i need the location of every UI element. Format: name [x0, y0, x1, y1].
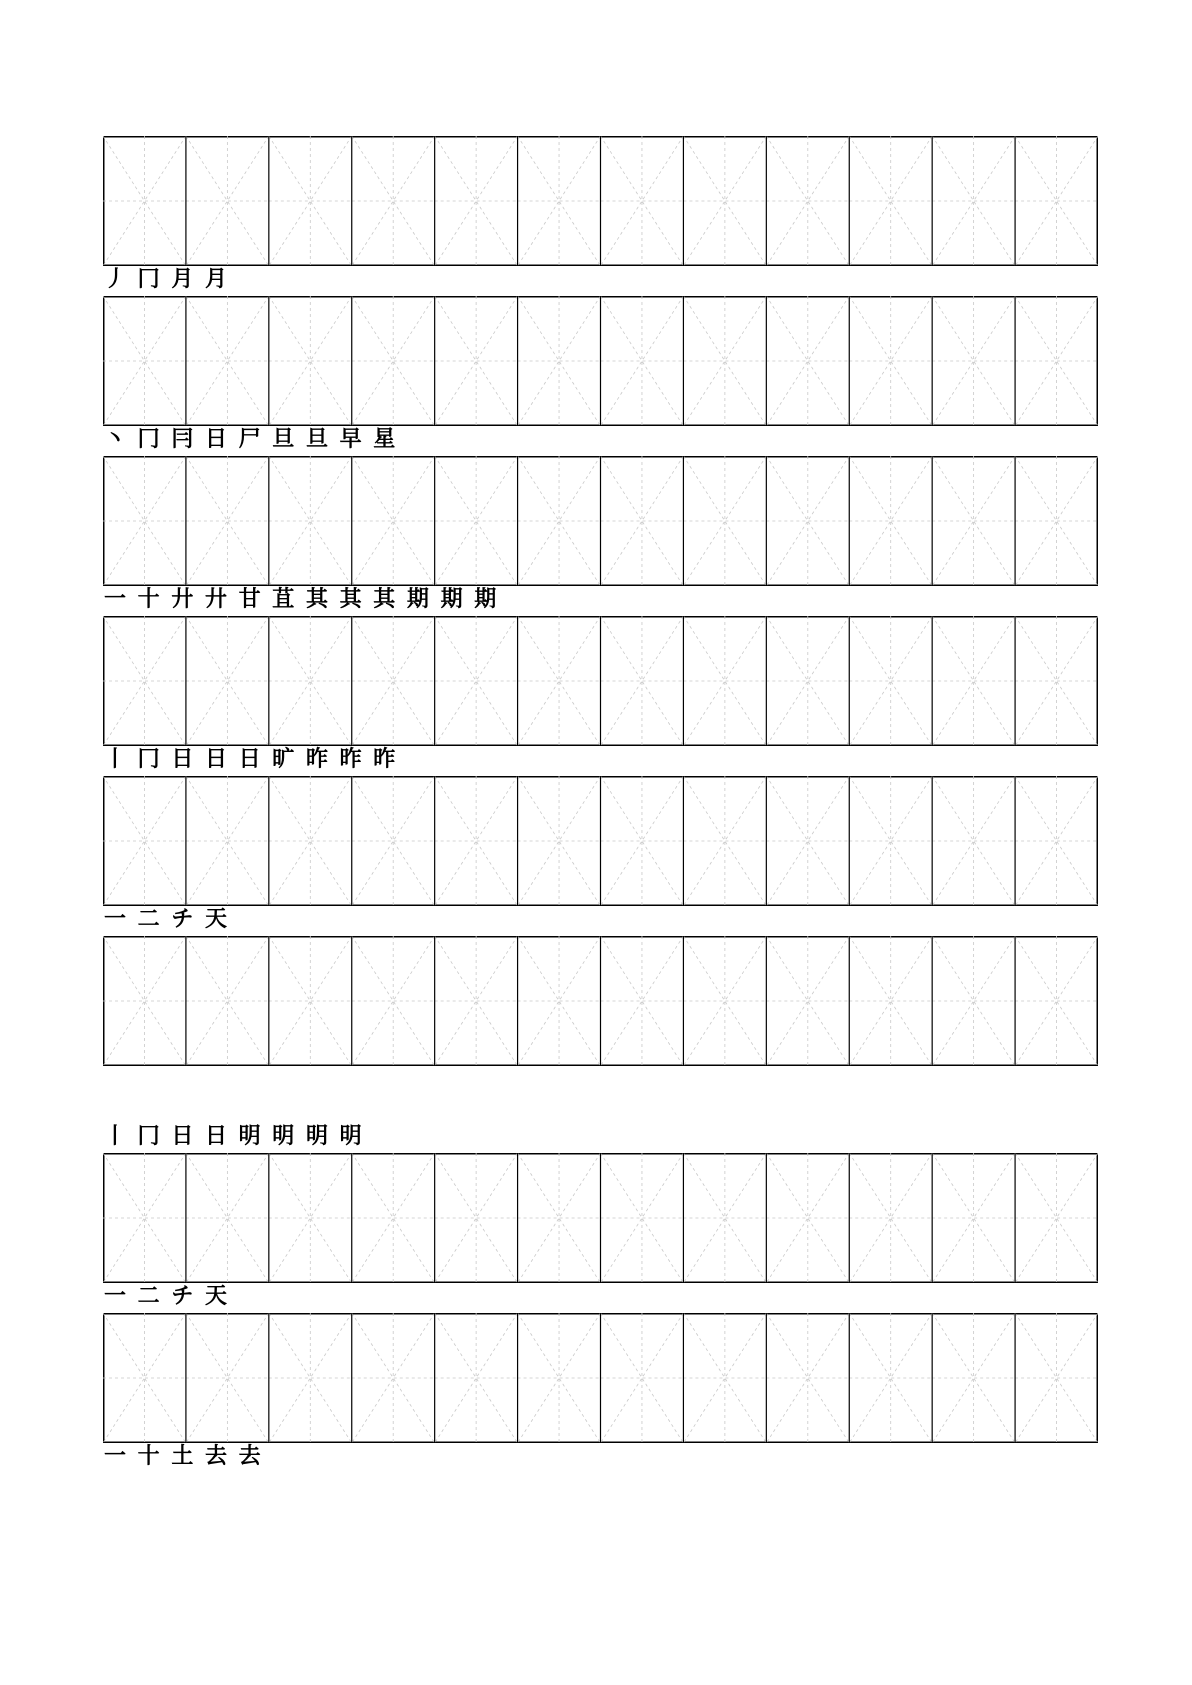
practice-cell [932, 776, 1015, 906]
grid-svg [103, 456, 1098, 586]
grid-svg [103, 936, 1098, 1066]
practice-cell [683, 936, 766, 1066]
practice-cell [186, 936, 269, 1066]
practice-cell [186, 1153, 269, 1283]
practice-cell [849, 456, 932, 586]
practice-cell [352, 296, 435, 426]
practice-cell [103, 136, 186, 266]
stroke-order-label-6: 丨 冂 日 日 明 明 明 明 [104, 1123, 364, 1149]
practice-cell [269, 616, 352, 746]
stroke-order-label-3: 一 十 廾 廾 甘 苴 其 其 其 期 期 期 [104, 586, 499, 612]
practice-cell [269, 776, 352, 906]
practice-cell [601, 616, 684, 746]
practice-cell [103, 616, 186, 746]
grid-svg [103, 1313, 1098, 1443]
practice-cell [518, 616, 601, 746]
grid-svg [103, 136, 1098, 266]
practice-cell [849, 136, 932, 266]
stroke-order-label-7: 一 二 チ 天 [104, 1283, 229, 1309]
practice-cell [518, 296, 601, 426]
practice-grid-row-3 [103, 456, 1098, 586]
practice-cell [766, 1153, 849, 1283]
practice-cell [766, 616, 849, 746]
grid-svg [103, 776, 1098, 906]
practice-cell [932, 456, 1015, 586]
practice-cell [269, 1313, 352, 1443]
practice-cell [601, 136, 684, 266]
stroke-order-label-8: 一 十 土 去 去 [104, 1443, 263, 1469]
stroke-order-label-2: 丶 冂 冃 日 尸 旦 旦 早 星 [104, 426, 398, 452]
practice-cell [186, 136, 269, 266]
practice-grid-row-4 [103, 616, 1098, 746]
practice-cell [683, 776, 766, 906]
practice-cell [601, 1153, 684, 1283]
practice-cell [186, 296, 269, 426]
practice-cell [518, 776, 601, 906]
grid-svg [103, 296, 1098, 426]
practice-cell [352, 456, 435, 586]
practice-cell [352, 1313, 435, 1443]
practice-cell [601, 1313, 684, 1443]
practice-cell [518, 456, 601, 586]
practice-cell [1015, 456, 1098, 586]
practice-cell [1015, 776, 1098, 906]
practice-cell [103, 936, 186, 1066]
practice-cell [849, 296, 932, 426]
grid-svg [103, 1153, 1098, 1283]
practice-grid-row-8 [103, 1313, 1098, 1443]
practice-cell [518, 1313, 601, 1443]
practice-cell [766, 456, 849, 586]
practice-grid-row-6 [103, 936, 1098, 1066]
practice-cell [435, 1153, 518, 1283]
practice-cell [518, 136, 601, 266]
practice-cell [186, 456, 269, 586]
practice-grid-row-2 [103, 296, 1098, 426]
practice-cell [766, 1313, 849, 1443]
practice-cell [766, 136, 849, 266]
practice-cell [849, 1313, 932, 1443]
practice-cell [103, 1313, 186, 1443]
stroke-order-label-1: 丿 冂 月 月 [104, 266, 229, 292]
practice-cell [1015, 616, 1098, 746]
practice-cell [435, 936, 518, 1066]
practice-cell [1015, 1313, 1098, 1443]
practice-cell [435, 1313, 518, 1443]
practice-cell [766, 776, 849, 906]
practice-cell [186, 776, 269, 906]
practice-cell [1015, 1153, 1098, 1283]
practice-cell [683, 136, 766, 266]
practice-cell [766, 936, 849, 1066]
practice-grid-row-5 [103, 776, 1098, 906]
practice-cell [269, 1153, 352, 1283]
practice-cell [601, 936, 684, 1066]
practice-cell [932, 936, 1015, 1066]
practice-cell [352, 936, 435, 1066]
practice-cell [683, 616, 766, 746]
practice-cell [1015, 936, 1098, 1066]
practice-cell [932, 1153, 1015, 1283]
practice-grid-row-7 [103, 1153, 1098, 1283]
practice-cell [932, 296, 1015, 426]
practice-cell [435, 456, 518, 586]
practice-cell [352, 776, 435, 906]
practice-cell [849, 936, 932, 1066]
practice-grid-row-1 [103, 136, 1098, 266]
practice-cell [683, 456, 766, 586]
practice-cell [683, 296, 766, 426]
practice-cell [932, 1313, 1015, 1443]
practice-cell [683, 1153, 766, 1283]
stroke-order-label-5: 一 二 チ 天 [104, 906, 229, 932]
practice-cell [269, 936, 352, 1066]
practice-cell [601, 456, 684, 586]
practice-cell [601, 296, 684, 426]
practice-cell [186, 1313, 269, 1443]
practice-cell [1015, 136, 1098, 266]
practice-cell [1015, 296, 1098, 426]
practice-cell [352, 616, 435, 746]
practice-cell [186, 616, 269, 746]
practice-cell [269, 456, 352, 586]
practice-cell [849, 1153, 932, 1283]
practice-cell [849, 616, 932, 746]
practice-cell [518, 1153, 601, 1283]
practice-cell [103, 456, 186, 586]
practice-cell [269, 136, 352, 266]
practice-cell [435, 136, 518, 266]
practice-cell [435, 296, 518, 426]
practice-cell [683, 1313, 766, 1443]
practice-cell [103, 1153, 186, 1283]
practice-cell [518, 936, 601, 1066]
practice-cell [849, 776, 932, 906]
grid-svg [103, 616, 1098, 746]
practice-cell [932, 616, 1015, 746]
practice-cell [103, 296, 186, 426]
practice-cell [932, 136, 1015, 266]
practice-cell [269, 296, 352, 426]
practice-cell [601, 776, 684, 906]
practice-cell [435, 616, 518, 746]
practice-cell [766, 296, 849, 426]
practice-cell [435, 776, 518, 906]
stroke-order-label-4: 丨 冂 日 日 日 旷 昨 昨 昨 [104, 746, 398, 772]
practice-cell [352, 136, 435, 266]
practice-cell [352, 1153, 435, 1283]
practice-cell [103, 776, 186, 906]
